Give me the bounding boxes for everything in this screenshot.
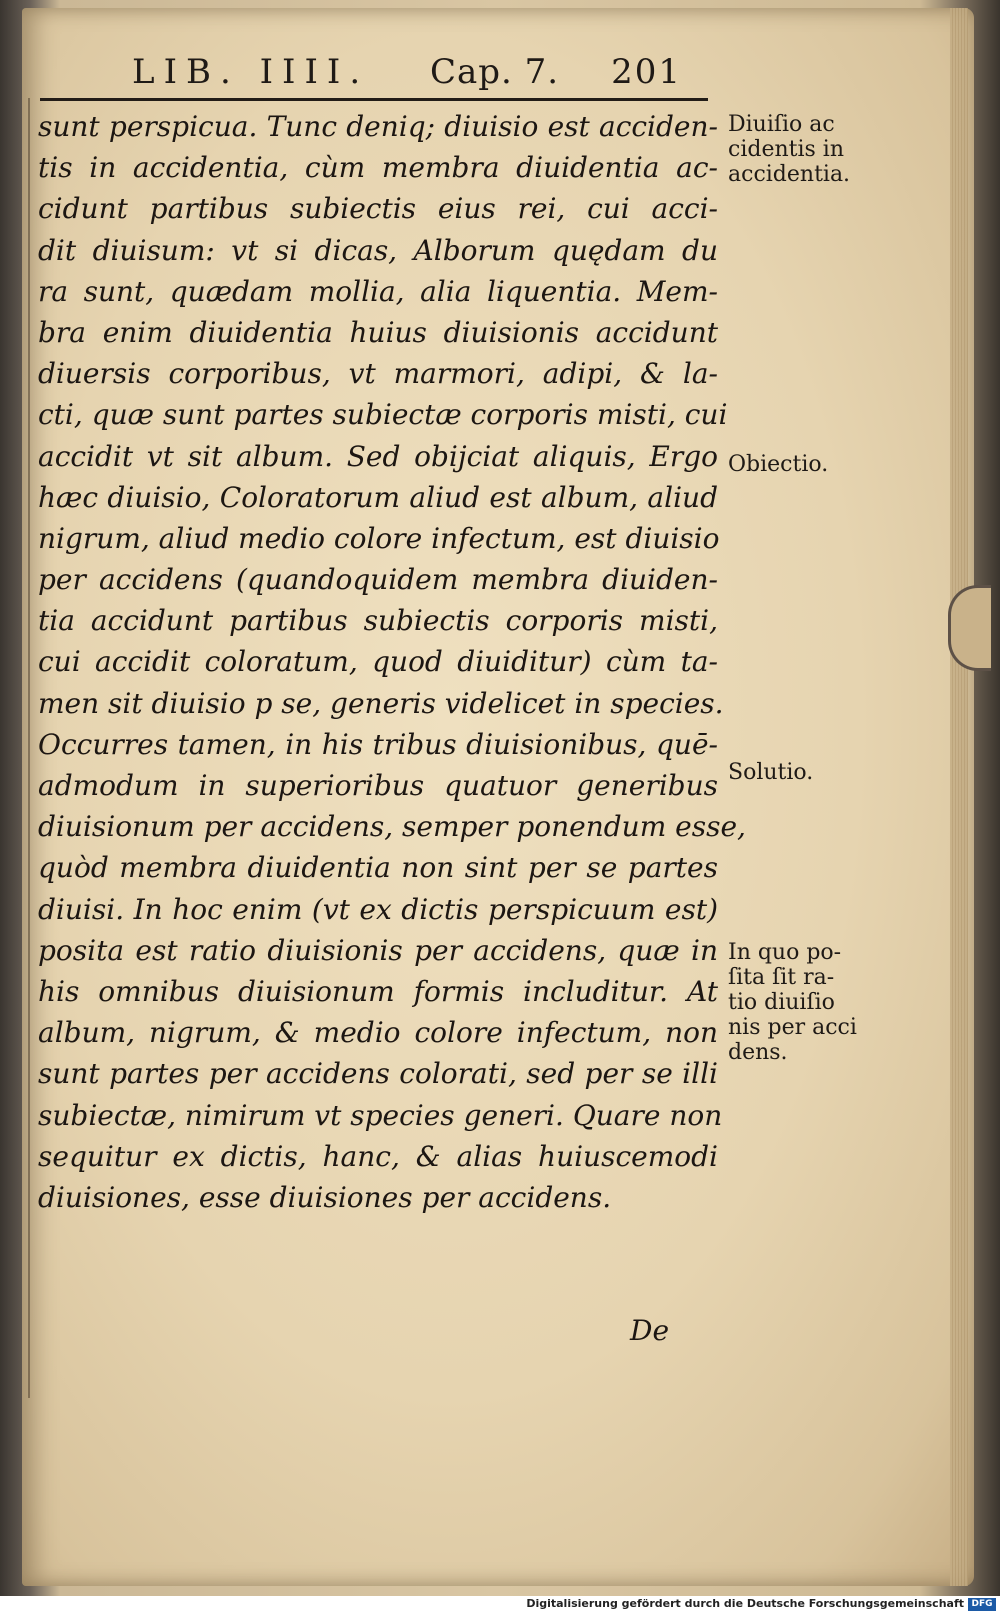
text-line: dit diuisum: vt si dicas, Alborum quędam du	[38, 233, 718, 267]
text-line: diuisionum per accidens, semper ponendum esse,	[38, 810, 746, 844]
marginal-line: cidentis in	[728, 137, 844, 162]
funding-credit: Digitalisierung gefördert durch die Deutsche Forschungsgemeinschaft	[526, 1597, 964, 1610]
text-line: accidit vt sit album. Sed obijciat aliquis, Ergo	[38, 439, 718, 473]
text-line: Occurres tamen, in his tribus diuisionibus, quē-	[38, 727, 718, 761]
marginal-note-solutio	[728, 760, 888, 785]
marginal-note-diuisio	[728, 112, 888, 187]
text-line: his omnibus diuisionum formis includitur. At	[38, 974, 718, 1008]
text-line: posita est ratio diuisionis per accidens, quæ in	[38, 933, 718, 967]
main-text-block	[38, 106, 746, 1218]
marginal-line: ſita ſit ra-	[728, 965, 835, 990]
marginal-line: In quo po-	[728, 940, 842, 965]
catchword: De	[630, 1314, 670, 1347]
dfg-logo-icon: DFG	[968, 1598, 996, 1611]
marginal-note-obiectio	[728, 452, 888, 477]
marginal-line: tio diuiſio	[728, 990, 835, 1015]
page-edges	[950, 8, 968, 1586]
marginal-line: dens.	[728, 1040, 788, 1065]
page-number: 201	[611, 52, 682, 92]
text-line: album, nigrum, & medio colore infectum, non	[38, 1016, 718, 1050]
text-line: diuisi. In hoc enim (vt ex dictis perspicuum est)	[38, 892, 718, 926]
text-line: per accidens (quandoquidem membra diuiden-	[38, 563, 718, 597]
footer-bar	[0, 1596, 1000, 1614]
text-line: nigrum, aliud medio colore infectum, est diuisio	[38, 521, 720, 555]
text-line: hæc diuisio, Coloratorum aliud est album, aliud	[38, 480, 718, 514]
text-line: cidunt partibus subiectis eius rei, cui acci-	[38, 192, 718, 226]
chapter-number: Cap. 7.	[430, 52, 560, 92]
book-number: LIB. IIII.	[132, 52, 370, 92]
marginal-line: accidentia.	[728, 162, 851, 187]
text-line: diuersis corporibus, vt marmori, adipi, & la-	[38, 357, 718, 391]
text-line: tia accidunt partibus subiectis corporis misti,	[38, 604, 718, 638]
text-line: ra sunt, quædam mollia, alia liquentia. Mem-	[38, 274, 718, 308]
marginal-line: Obiectio.	[728, 452, 829, 477]
running-head	[112, 52, 702, 94]
text-line: sequitur ex dictis, hanc, & alias huiuscemodi	[38, 1139, 718, 1173]
text-line: bra enim diuidentia huius diuisionis accidunt	[38, 315, 718, 349]
text-line: cui accidit coloratum, quod diuiditur) cùm ta-	[38, 645, 718, 679]
text-line: diuisiones, esse diuisiones per accidens.	[38, 1180, 612, 1214]
header-rule	[40, 98, 708, 101]
text-line: sunt perspicua. Tunc deniq; diuisio est acciden-	[38, 110, 718, 143]
text-line: subiectæ, nimirum vt species generi. Quare non	[38, 1098, 723, 1132]
text-line: men sit diuisio p se, generis videlicet in species.	[38, 686, 724, 720]
text-line: sunt partes per accidens colorati, sed per se illi	[38, 1057, 718, 1091]
text-line: admodum in superioribus quatuor generibus	[38, 769, 718, 802]
text-line: cti, quæ sunt partes subiectæ corporis misti, cui	[38, 398, 728, 432]
marginal-line: Solutio.	[728, 760, 814, 785]
book-clasp-icon	[948, 585, 991, 671]
marginal-note-ratio	[728, 940, 888, 1065]
marginal-line: nis per acci	[728, 1015, 857, 1040]
marginal-line: Diuiſio ac	[728, 112, 835, 137]
text-line: quòd membra diuidentia non sint per se partes	[38, 851, 718, 885]
text-line: tis in accidentia, cùm membra diuidentia ac-	[38, 151, 718, 185]
